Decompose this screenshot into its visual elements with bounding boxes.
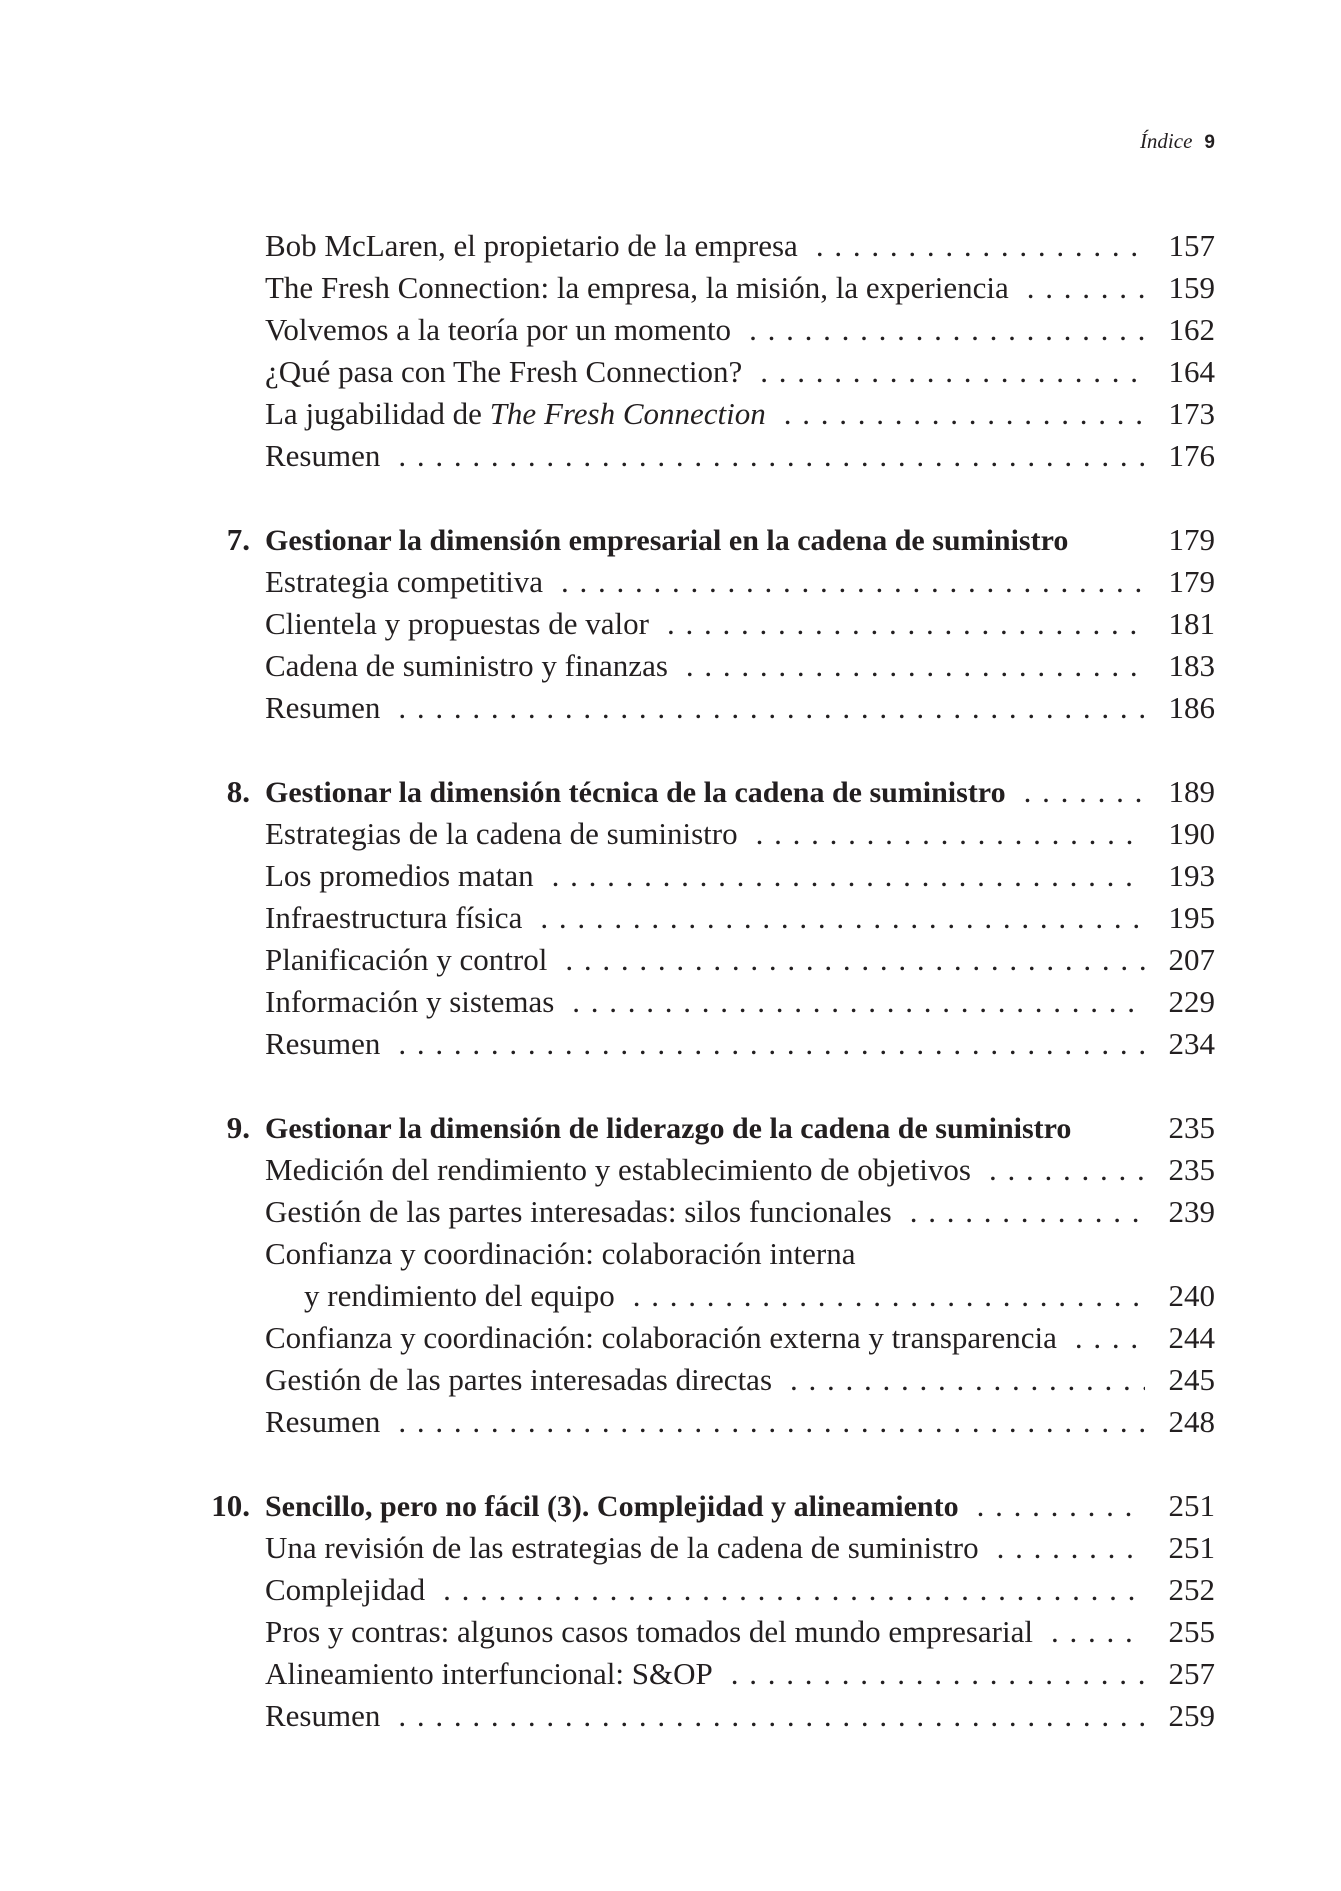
chapter-page: 251 — [1155, 1485, 1216, 1527]
toc-entry-title: Volvemos a la teoría por un momento — [265, 312, 737, 347]
chapter-title: Gestionar la dimensión empresarial en la cadena de suministro — [265, 524, 1074, 557]
toc-entry-page: 245 — [1155, 1359, 1216, 1401]
chapter-heading-8[interactable] — [0, 771, 1341, 813]
toc-entry[interactable] — [0, 687, 1341, 729]
chapter-heading-9[interactable] — [0, 1107, 1341, 1149]
toc-entry[interactable] — [0, 897, 1341, 939]
toc-entry-page: 162 — [1155, 309, 1216, 351]
toc-entry[interactable] — [0, 1191, 1341, 1233]
chapter-page: 189 — [1155, 771, 1216, 813]
chapter-number: 7. — [226, 522, 250, 557]
toc-entry-title: Información y sistemas — [265, 984, 560, 1019]
toc-entry-title: Una revisión de las estrategias de la cadena de suministro — [265, 1530, 985, 1565]
toc-entry-title: Gestión de las partes interesadas: silos funcionales — [265, 1194, 898, 1229]
toc-entry[interactable] — [0, 435, 1341, 477]
table-of-contents — [0, 225, 1341, 1737]
chapter-page: 235 — [1155, 1107, 1216, 1149]
toc-entry[interactable] — [0, 1359, 1341, 1401]
chapter-page: 179 — [1155, 519, 1216, 561]
toc-entry-title — [265, 396, 772, 431]
header-label: Índice — [1139, 129, 1193, 153]
chapter-title: Sencillo, pero no fácil (3). Complejidad y alineamiento — [265, 1490, 965, 1523]
toc-entry[interactable] — [0, 1653, 1341, 1695]
toc-entry[interactable] — [0, 603, 1341, 645]
toc-entry-continuation[interactable] — [0, 1275, 1341, 1317]
toc-entry-page: 190 — [1155, 813, 1216, 855]
chapter-number: 10. — [211, 1488, 250, 1523]
toc-entry-page: 179 — [1155, 561, 1216, 603]
toc-entry-title-continuation: y rendimiento del equipo — [304, 1278, 621, 1313]
toc-entry[interactable] — [0, 1149, 1341, 1191]
chapter-title: Gestionar la dimensión técnica de la cadena de suministro — [265, 776, 1012, 809]
toc-entry-page: 240 — [1155, 1275, 1216, 1317]
toc-entry-title: Planificación y control — [265, 942, 553, 977]
toc-entry[interactable] — [0, 855, 1341, 897]
toc-entry[interactable] — [0, 1611, 1341, 1653]
running-header — [1140, 127, 1215, 157]
toc-entry-title-italic: The Fresh Connection — [489, 396, 766, 431]
toc-entry-title: Alineamiento interfuncional: S&OP — [265, 1656, 719, 1691]
toc-entry-page: 229 — [1155, 981, 1216, 1023]
toc-entry-title: Confianza y coordinación: colaboración externa y transparencia — [265, 1320, 1063, 1355]
toc-entry-page: 159 — [1155, 267, 1216, 309]
chapter-heading-7[interactable] — [0, 519, 1341, 561]
toc-entry[interactable] — [0, 1527, 1341, 1569]
toc-entry-page: 252 — [1155, 1569, 1216, 1611]
toc-entry-title: The Fresh Connection: la empresa, la misión, la experiencia — [265, 270, 1015, 305]
toc-entry[interactable] — [0, 1023, 1341, 1065]
toc-entry-title: Clientela y propuestas de valor — [265, 606, 655, 641]
toc-entry[interactable] — [0, 645, 1341, 687]
toc-entry-page: 193 — [1155, 855, 1216, 897]
toc-entry[interactable] — [0, 351, 1341, 393]
chapter-title: Gestionar la dimensión de liderazgo de la cadena de suministro — [265, 1112, 1077, 1145]
toc-entry-page: 186 — [1155, 687, 1216, 729]
toc-entry[interactable] — [0, 1317, 1341, 1359]
toc-entry-title: Resumen — [265, 1404, 386, 1439]
toc-entry-title: Bob McLaren, el propietario de la empresa — [265, 228, 804, 263]
toc-entry-page: 255 — [1155, 1611, 1216, 1653]
toc-entry-title-prefix: La jugabilidad de — [265, 396, 490, 431]
toc-entry-title: ¿Qué pasa con The Fresh Connection? — [265, 354, 748, 389]
toc-entry-title: Infraestructura física — [265, 900, 528, 935]
toc-entry-page: 235 — [1155, 1149, 1216, 1191]
toc-entry-title: Pros y contras: algunos casos tomados del mundo empresarial — [265, 1614, 1039, 1649]
toc-entry[interactable] — [0, 225, 1341, 267]
toc-entry-page: 181 — [1155, 603, 1216, 645]
toc-entry[interactable] — [0, 309, 1341, 351]
toc-entry-title: Cadena de suministro y finanzas — [265, 648, 674, 683]
toc-entry-page: 173 — [1155, 393, 1216, 435]
toc-entry-page: 164 — [1155, 351, 1216, 393]
toc-entry-page: 195 — [1155, 897, 1216, 939]
toc-entry-title: Estrategias de la cadena de suministro — [265, 816, 744, 851]
toc-entry-page: 239 — [1155, 1191, 1216, 1233]
toc-entry-page: 257 — [1155, 1653, 1216, 1695]
toc-entry-page: 176 — [1155, 435, 1216, 477]
toc-entry-page: 244 — [1155, 1317, 1216, 1359]
toc-entry[interactable] — [0, 267, 1341, 309]
toc-entry-title: Gestión de las partes interesadas directas — [265, 1362, 778, 1397]
toc-entry[interactable] — [0, 1233, 1341, 1275]
toc-entry-title: Medición del rendimiento y establecimiento de objetivos — [265, 1152, 977, 1187]
toc-entry-page: 248 — [1155, 1401, 1216, 1443]
toc-entry-page: 157 — [1155, 225, 1216, 267]
toc-entry-title: Confianza y coordinación: colaboración interna — [265, 1236, 861, 1271]
toc-entry[interactable] — [0, 813, 1341, 855]
header-page-number: 9 — [1204, 132, 1215, 153]
chapter-number: 8. — [226, 774, 250, 809]
toc-entry-title: Resumen — [265, 1026, 386, 1061]
toc-entry[interactable] — [0, 393, 1341, 435]
chapter-heading-10[interactable] — [0, 1485, 1341, 1527]
toc-entry-title: Complejidad — [265, 1572, 431, 1607]
toc-entry[interactable] — [0, 1569, 1341, 1611]
toc-entry-page: 259 — [1155, 1695, 1216, 1737]
toc-entry-page: 251 — [1155, 1527, 1216, 1569]
toc-entry-title: Resumen — [265, 438, 386, 473]
toc-entry[interactable] — [0, 939, 1341, 981]
chapter-number: 9. — [226, 1110, 250, 1145]
toc-entry-title: Resumen — [265, 690, 386, 725]
toc-entry[interactable] — [0, 1401, 1341, 1443]
toc-entry-title: Estrategia competitiva — [265, 564, 549, 599]
toc-entry-title: Resumen — [265, 1698, 386, 1733]
toc-entry-page: 234 — [1155, 1023, 1216, 1065]
toc-entry[interactable] — [0, 1695, 1341, 1737]
toc-entry-page: 183 — [1155, 645, 1216, 687]
toc-entry-page: 207 — [1155, 939, 1216, 981]
toc-entry[interactable] — [0, 561, 1341, 603]
toc-entry-title: Los promedios matan — [265, 858, 540, 893]
toc-entry[interactable] — [0, 981, 1341, 1023]
